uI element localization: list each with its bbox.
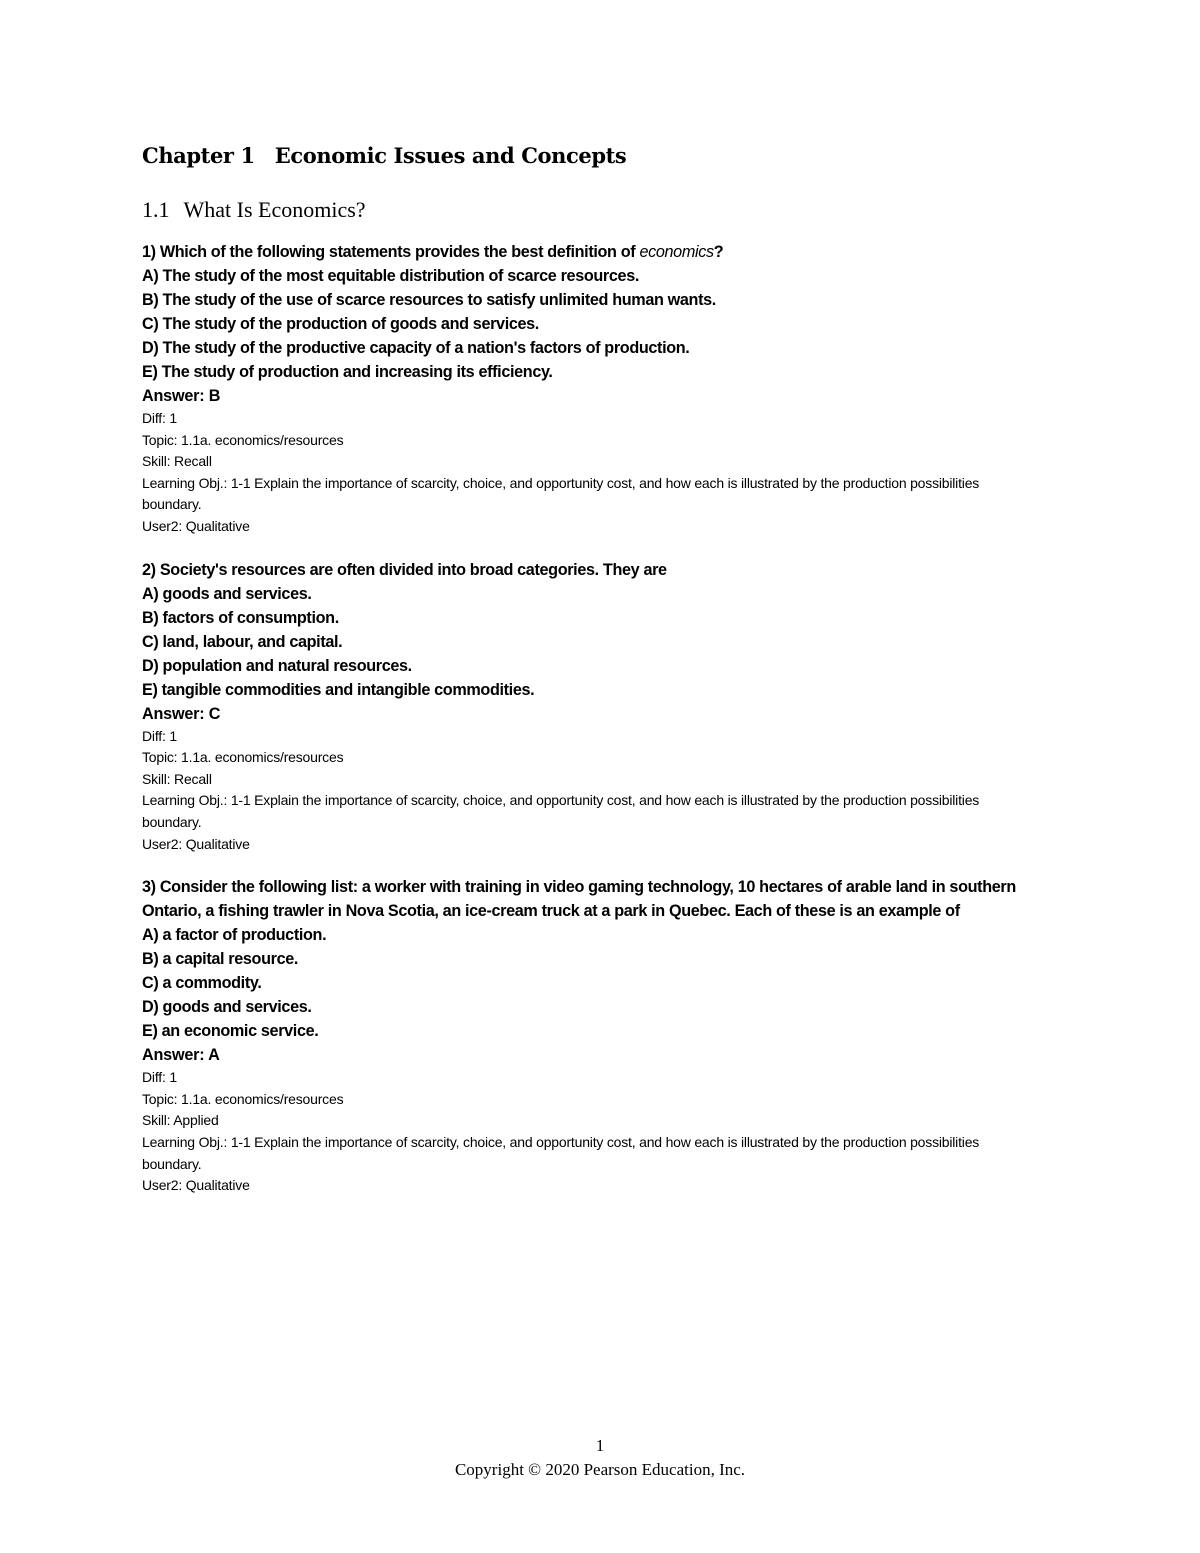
option-e: E) tangible commodities and intangible commodities. <box>142 680 535 699</box>
stem-italic-term: economics <box>639 243 714 261</box>
option-a: A) goods and services. <box>142 584 312 603</box>
question-stem: 1) Which of the following statements provides the best definition of economics? <box>142 243 724 261</box>
learning-objective-line: Learning Obj.: 1-1 Explain the importance of scarcity, choice, and opportunity cost, and how each is illustrated by the production possibilities boundary. <box>142 1133 980 1172</box>
user2-line: User2: Qualitative <box>142 1177 250 1194</box>
chapter-number-label: Chapter 1 <box>142 143 255 168</box>
skill-line: Skill: Recall <box>142 453 212 470</box>
question-stem: 2) Society's resources are often divided into broad categories. They are <box>142 560 667 579</box>
diff-line: Diff: 1 <box>142 727 177 744</box>
copyright-notice: Copyright © 2020 Pearson Education, Inc. <box>454 1460 746 1479</box>
chapter-title: Economic Issues and Concepts <box>274 143 627 168</box>
question-3 <box>142 875 1042 1197</box>
option-d: D) population and natural resources. <box>142 656 412 675</box>
question-1 <box>142 240 1042 538</box>
page-number: 1 <box>595 1436 605 1455</box>
learning-objective-line: Learning Obj.: 1-1 Explain the importance of scarcity, choice, and opportunity cost, and how each is illustrated by the production possibilities boundary. <box>142 474 980 513</box>
option-d: D) goods and services. <box>142 998 312 1017</box>
option-list <box>142 923 1042 1043</box>
question-stem: 3) Consider the following list: a worker with training in video gaming technology, 10 hectares of arable land in southern Ontario, a fishing trawler in Nova Scotia, an ice-cream truck at a park in Quebec. Each of these is an example of <box>142 878 1016 921</box>
option-c: C) a commodity. <box>142 974 262 993</box>
diff-line: Diff: 1 <box>142 1069 177 1086</box>
skill-line: Skill: Applied <box>142 1112 219 1129</box>
option-list <box>142 582 1042 702</box>
page-content <box>142 140 1042 1217</box>
answer-line: Answer: C <box>142 704 221 723</box>
option-b: B) The study of the use of scarce resources to satisfy unlimited human wants. <box>142 291 716 309</box>
option-d: D) The study of the productive capacity of a nation's factors of production. <box>142 339 690 357</box>
question-2 <box>142 558 1042 856</box>
page-footer <box>0 1434 1200 1482</box>
section-number: 1.1 <box>142 197 170 222</box>
option-list <box>142 264 1042 384</box>
user2-line: User2: Qualitative <box>142 835 250 852</box>
section-title: What Is Economics? <box>183 197 366 222</box>
diff-line: Diff: 1 <box>142 410 177 426</box>
skill-line: Skill: Recall <box>142 770 212 787</box>
user2-line: User2: Qualitative <box>142 517 250 534</box>
option-a: A) The study of the most equitable distribution of scarce resources. <box>142 267 639 285</box>
option-b: B) factors of consumption. <box>142 608 339 627</box>
section-heading <box>142 194 1042 226</box>
topic-line: Topic: 1.1a. economics/resources <box>142 431 344 448</box>
topic-line: Topic: 1.1a. economics/resources <box>142 749 344 766</box>
option-b: B) a capital resource. <box>142 950 299 969</box>
answer-line: Answer: B <box>142 387 221 405</box>
chapter-heading <box>142 140 1042 172</box>
option-e: E) an economic service. <box>142 1022 319 1041</box>
option-e: E) The study of production and increasing its efficiency. <box>142 363 553 381</box>
answer-line: Answer: A <box>142 1046 220 1065</box>
option-a: A) a factor of production. <box>142 926 327 945</box>
option-c: C) land, labour, and capital. <box>142 632 343 651</box>
option-c: C) The study of the production of goods and services. <box>142 315 539 333</box>
topic-line: Topic: 1.1a. economics/resources <box>142 1090 344 1107</box>
learning-objective-line: Learning Obj.: 1-1 Explain the importance of scarcity, choice, and opportunity cost, and how each is illustrated by the production possibilities boundary. <box>142 792 980 830</box>
